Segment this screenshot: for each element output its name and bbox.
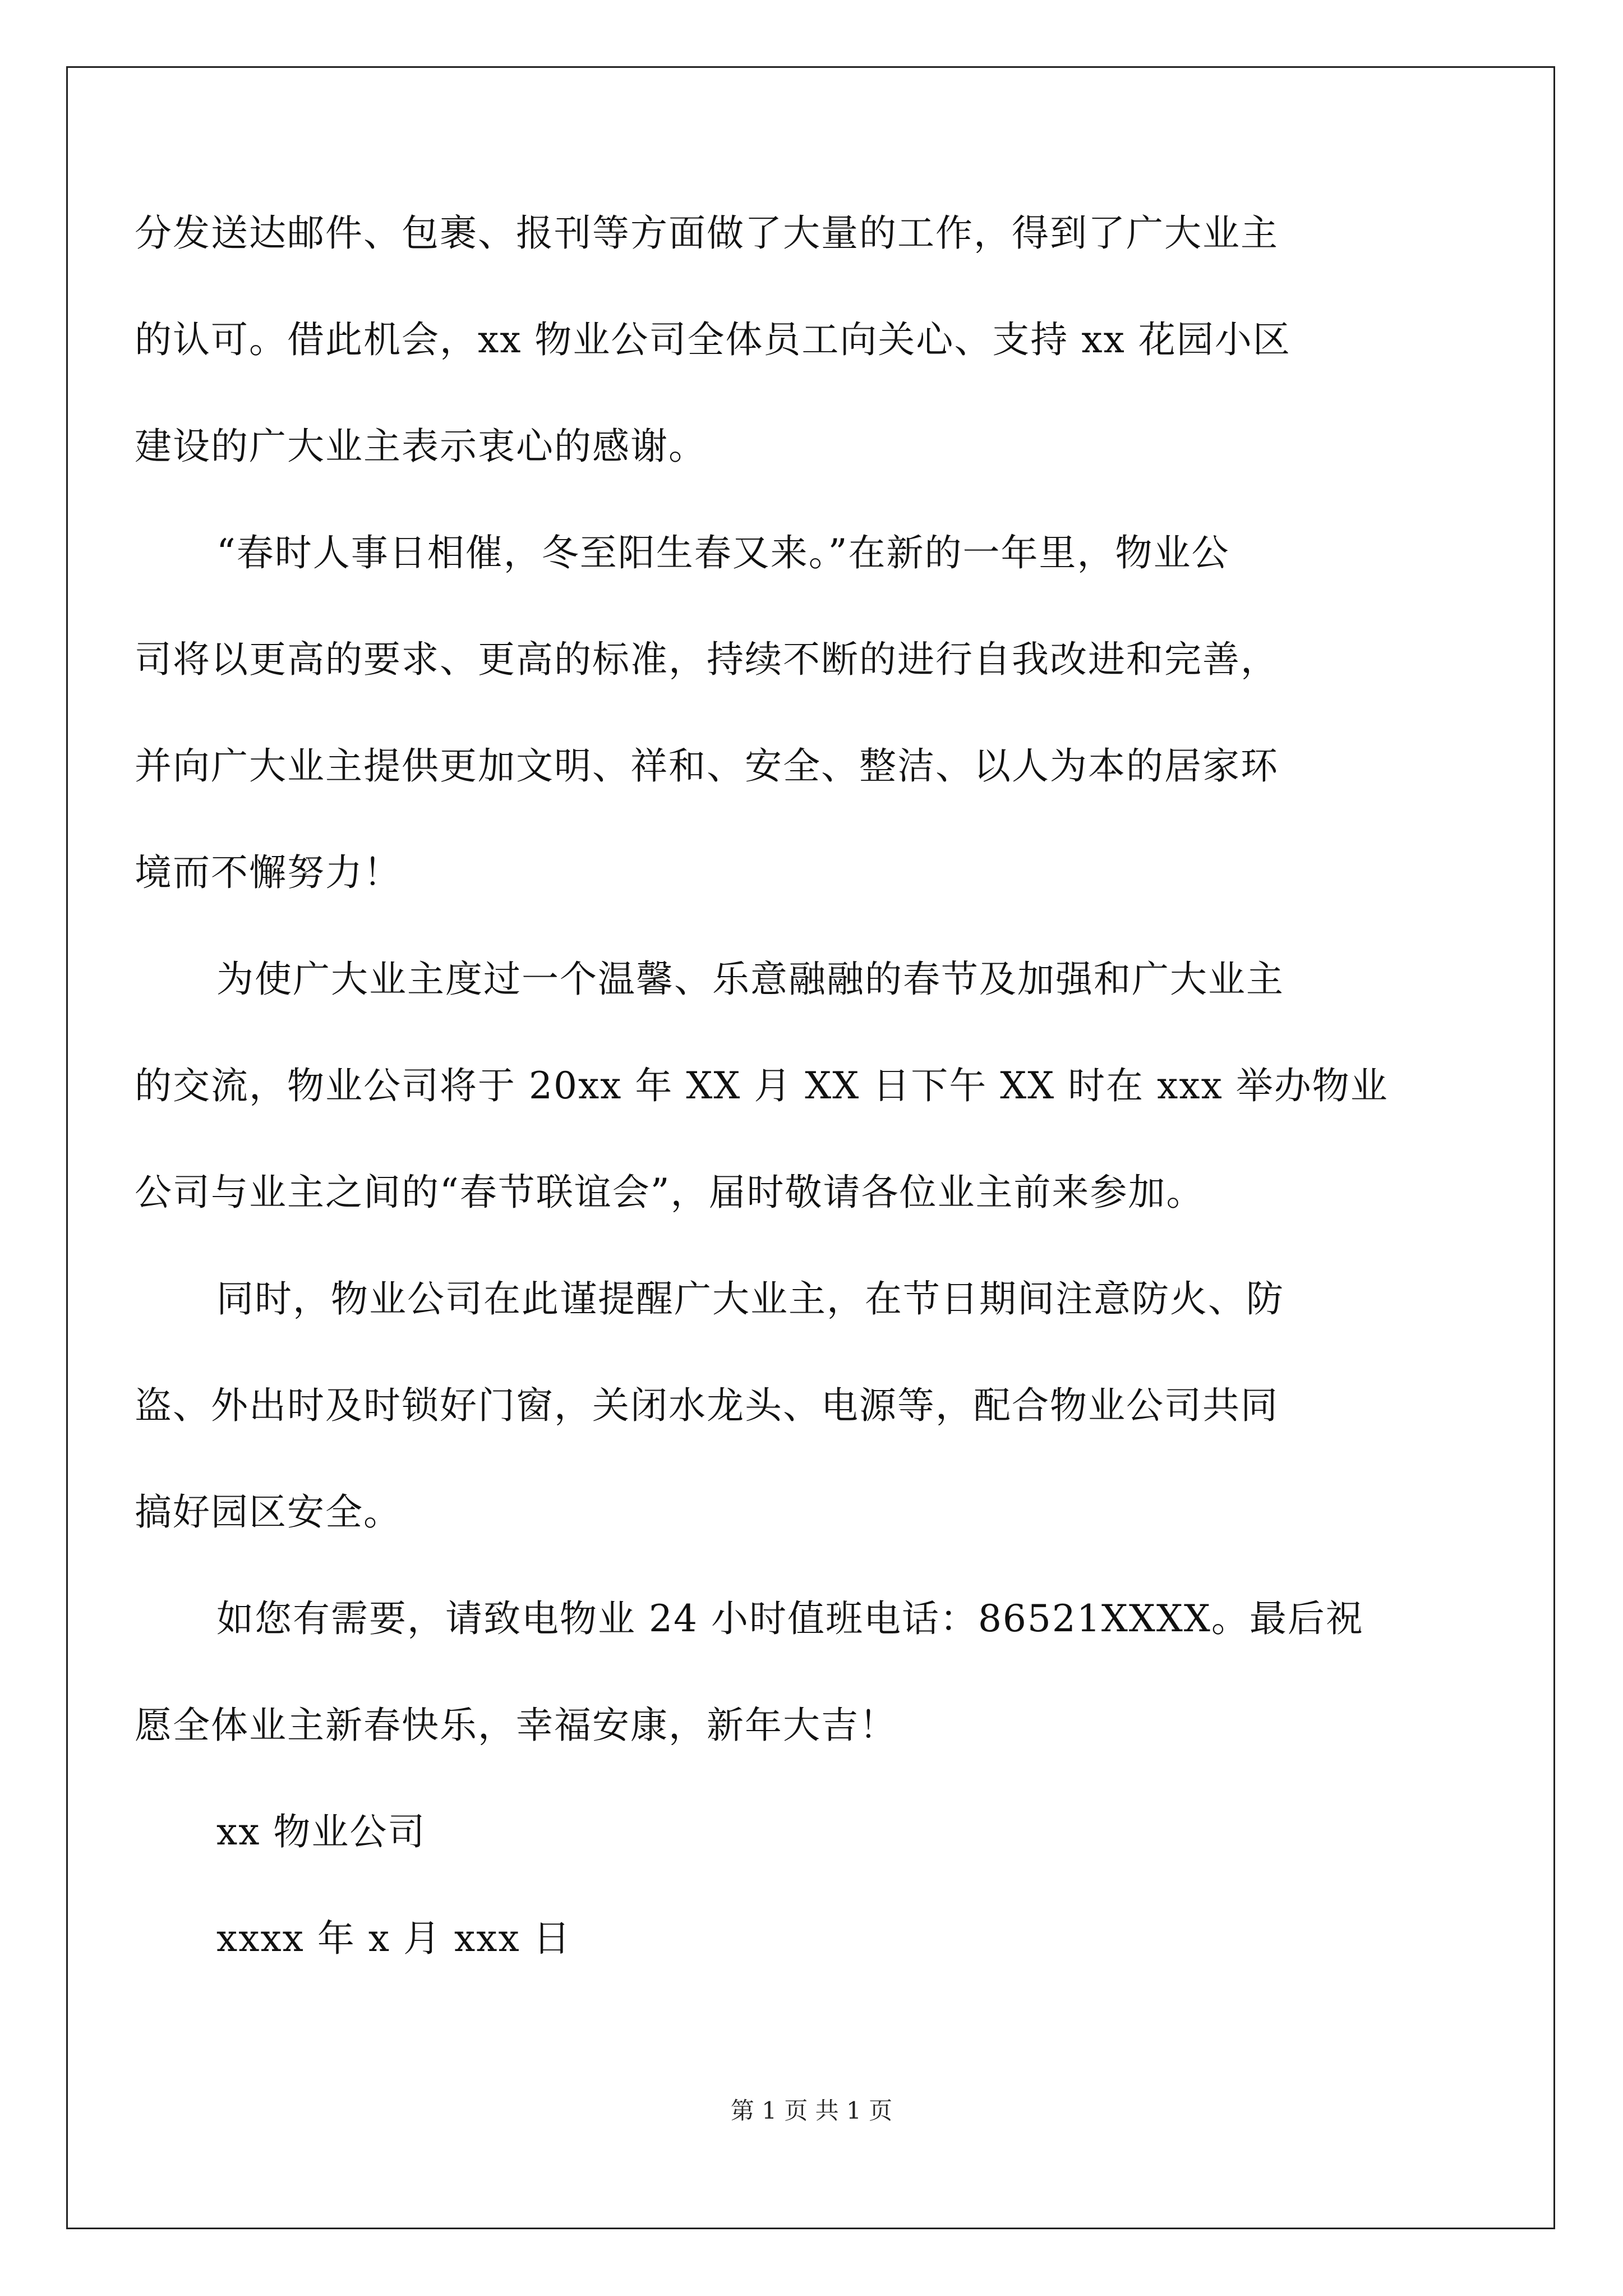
paragraph-3-line-3: 公司与业主之间的“春节联谊会”，届时敬请各位业主前来参加。: [135, 1172, 1205, 1212]
paragraph-4-line-1: 同时，物业公司在此谨提醒广大业主，在节日期间注意防火、防: [216, 1279, 1284, 1319]
document-body: [135, 213, 1438, 1958]
paragraph-3-line-2: 的交流，物业公司将于 20xx 年 XX 月 XX 日下午 XX 时在 xxx 举办物业: [135, 1066, 1389, 1106]
paragraph-5-line-2: 愿全体业主新春快乐，幸福安康，新年大吉！: [135, 1705, 897, 1745]
paragraph-1-line-2: 的认可。借此机会，xx 物业公司全体员工向关心、支持 xx 花园小区: [135, 320, 1291, 360]
paragraph-3-line-1: 为使广大业主度过一个温馨、乐意融融的春节及加强和广大业主: [216, 959, 1284, 999]
paragraph-4-line-3: 搞好园区安全。: [135, 1492, 402, 1532]
paragraph-2-line-3: 并向广大业主提供更加文明、祥和、安全、整洁、以人为本的居家环: [135, 746, 1279, 786]
page-number-footer: 第 1 页 共 1 页: [730, 2097, 893, 2124]
paragraph-5-line-1: 如您有需要，请致电物业 24 小时值班电话：86521XXXX。最后祝: [216, 1599, 1364, 1639]
paragraph-4-line-2: 盗、外出时及时锁好门窗，关闭水龙头、电源等，配合物业公司共同: [135, 1386, 1279, 1425]
signature-company: xx 物业公司: [216, 1812, 426, 1852]
paragraph-1-line-1: 分发送达邮件、包裹、报刊等方面做了大量的工作，得到了广大业主: [135, 213, 1279, 253]
paragraph-2-line-4: 境而不懈努力！: [135, 853, 402, 892]
paragraph-1-line-3: 建设的广大业主表示衷心的感谢。: [135, 426, 707, 466]
paragraph-2-line-1: “春时人事日相催，冬至阳生春又来。”在新的一年里，物业公: [216, 533, 1230, 573]
signature-date: xxxx 年 x 月 xxx 日: [216, 1918, 571, 1958]
paragraph-2-line-2: 司将以更高的要求、更高的标准，持续不断的进行自我改进和完善，: [135, 639, 1279, 679]
